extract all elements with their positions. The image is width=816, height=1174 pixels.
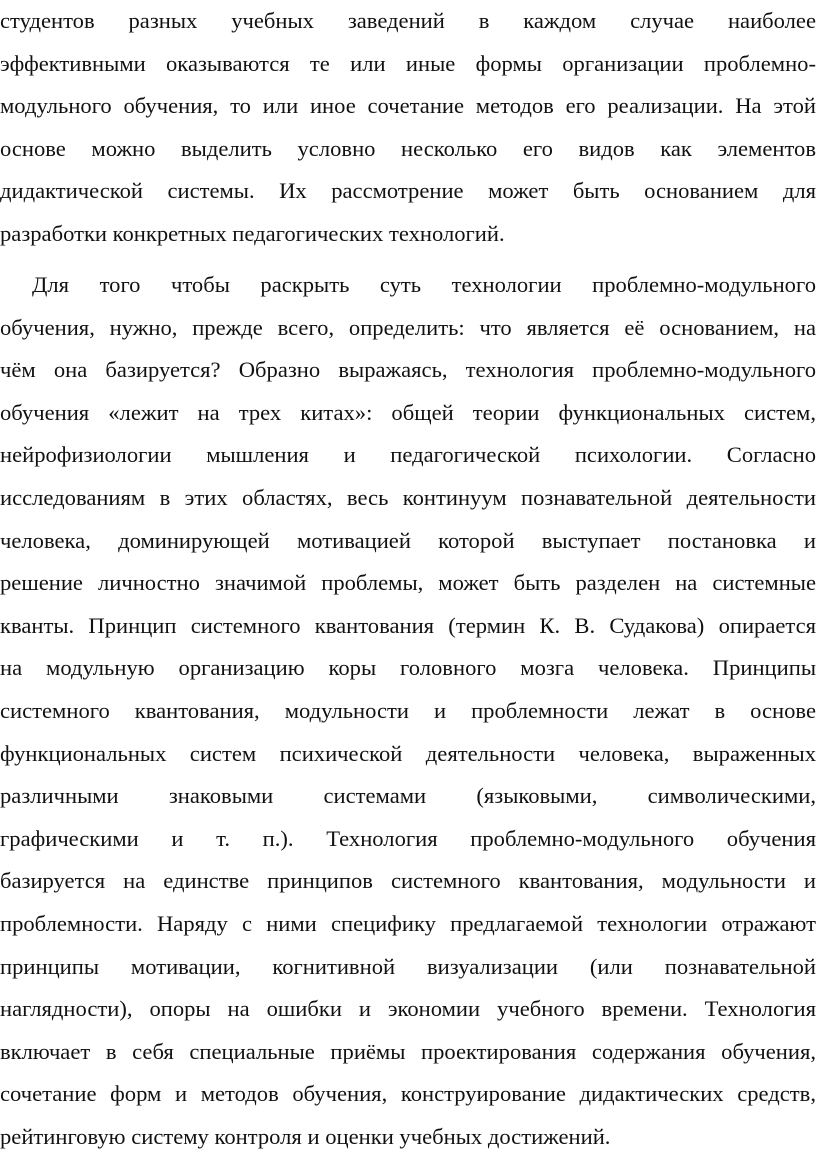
paragraph-1-line-5: дидактической системы. Их рассмотрение может быть основанием для: [0, 178, 816, 204]
paragraph-2: [0, 264, 816, 1158]
paragraph-2-line-1: Для того чтобы раскрыть суть технологии проблемно-модульного: [32, 272, 816, 297]
paragraph-2-line-11: системного квантования, модульности и проблемности лежат в основе: [0, 697, 816, 723]
paragraph-2-line-16: проблемности. Наряду с ними специфику предлагаемой технологии отражают: [0, 910, 816, 936]
paragraph-2-line-10: на модульную организацию коры головного мозга человека. Принципы: [0, 655, 816, 681]
paragraph-2-line-7: человека, доминирующей мотивацией которой выступает постановка и: [0, 527, 816, 553]
paragraph-2-line-2: обучения, нужно, прежде всего, определить: что является её основанием, на: [0, 314, 816, 340]
paragraph-2-line-8: решение личностно значимой проблемы, может быть разделен на системные: [0, 570, 816, 596]
paragraph-2-line-5: нейрофизиологии мышления и педагогической психологии. Согласно: [0, 442, 816, 468]
paragraph-2-line-19: включает в себя специальные приёмы проектирования содержания обучения,: [0, 1038, 816, 1064]
paragraph-2-line-18: наглядности), опоры на ошибки и экономии учебного времени. Технология: [0, 996, 816, 1022]
paragraph-2-line-14: графическими и т. п.). Технология проблемно-модульного обучения: [0, 825, 816, 851]
paragraph-1-line-6: разработки конкретных педагогических технологий.: [0, 220, 505, 246]
paragraph-2-line-6: исследованиям в этих областях, весь континуум познавательной деятельности: [0, 484, 816, 510]
paragraph-2-line-21: рейтинговую систему контроля и оценки учебных достижений.: [0, 1123, 611, 1149]
paragraph-2-line-12: функциональных систем психической деятельности человека, выраженных: [0, 740, 816, 766]
paragraph-2-line-20: сочетание форм и методов обучения, конструирование дидактических средств,: [0, 1081, 816, 1107]
paragraph-1-line-3: модульного обучения, то или иное сочетание методов его реализации. На этой: [0, 93, 816, 119]
paragraph-1: [0, 0, 816, 256]
paragraph-2-line-17: принципы мотивации, когнитивной визуализации (или познавательной: [0, 953, 816, 979]
paragraph-2-line-3: чём она базируется? Образно выражаясь, технология проблемно-модульного: [0, 357, 816, 383]
paragraph-2-line-9: кванты. Принцип системного квантования (термин К. В. Судакова) опирается: [0, 612, 816, 638]
paragraph-1-line-4: основе можно выделить условно несколько его видов как элементов: [0, 135, 816, 161]
paragraph-2-line-13: различными знаковыми системами (языковыми, символическими,: [0, 783, 816, 809]
paragraph-2-line-15: базируется на единстве принципов системного квантования, модульности и: [0, 868, 816, 894]
paragraph-1-line-1: студентов разных учебных заведений в каждом случае наиболее: [0, 8, 816, 33]
paragraph-1-line-2: эффективными оказываются те или иные формы организации проблемно-: [0, 50, 816, 76]
paragraph-2-line-4: обучения «лежит на трех китах»: общей теории функциональных систем,: [0, 399, 816, 425]
